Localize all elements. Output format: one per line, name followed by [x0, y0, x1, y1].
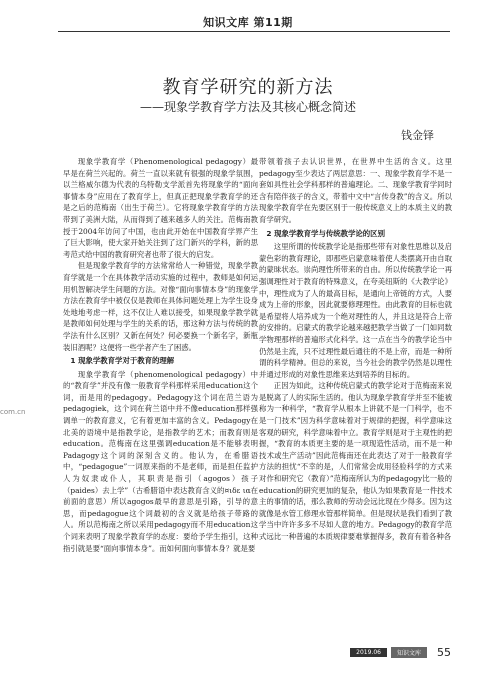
section-heading: 2 现象学教育学与传统教学论的区别 [266, 228, 385, 238]
article-title: 教育学研究的新方法 [162, 77, 334, 98]
journal-tag: 知识文库 [391, 647, 427, 658]
left-column [63, 156, 258, 554]
paragraph: 但是现象学教育学的方法常常给人一种错觉，现象学教育学就是一个在具体教学活动实施的过程中，教师是如何运用机智解决学生问题的方法。对像“面向事情本身”的现象学方法在教育学中被仅仅是教师在具体问题处理上为学生设身处地地考虑一样，这不仅让人难以接受，如果现象学教学就是教师如何处理与学生的关系的话，那这种方法与传统的教学法有什么区别？又新在何处？何必要换一个新名字，新瓶装旧酒呢？这便将一些学者产生了困惑。 [63, 261, 258, 352]
page-header [0, 0, 496, 40]
right-column [259, 156, 452, 543]
paragraph: 这里所谓的传统教学论是指那些带有对象性思维以及启蒙色彩的教育理论，即那些启蒙意味着使人类摆离开由自取的蒙昧状态。崇尚理性所带来的自由。所以传统教学论一再强调理性对于教育的特殊意义，在夸美纽斯的《大教学论》中，理性成为了人的最高目标，是通向上帝链的方式，人要成为上帝的形象，因此就要修理理性。由此教育的目标也就是希望将人培养成为一个绝对理性的人，并且这是符合上帝的安排的。启蒙式的教学论越来越把教学当做了一门如同数学物理那样的普遍形式化科学。这一点在当今的教学论当中仍然是主流，只不过理性最后通往的不是上帝，而是一种所谓的科学精神。但总的来说，当今社会的教学仍然是以理性并通过形成的对象性思维来达到培养的目标的。 [259, 242, 452, 379]
paragraph: 现象学教育学（phenomenological pedagogy）中的“教育学”并没有像一般教育学科那样采用education这个词，而是用的pedagogy。Pedagogy这个词在范兰语为pedagogiek，这个词在荷兰语中并不像education那样强调单一的教育意义，它有着更加丰富的含义。Pedagogy在北美的语境中是指教学论，是指教学的艺术；而教育则是education。范梅南在这里强调education是不能够表明Padagogy这个词的深刻含义的。他认为，在希腊语中，“pedagogue”一词原来指的不是老师，而是担任监护人为奴隶或仆人，其职责是指引（agogos）孩子（paides）去上学”（古希腊语中表达教育含义的¤ιδε ια在前面的意思）所以agogos最早的意思是引路，引导的意思，而pedagogue这个词最初的含义就是给孩子带路的人。所以范梅南之所以采用pedagogy而不用education这个词来表明了现象学教育学的态度：要给予学生指引，这种指引就是要“面向事情本身”。而如何面向事情本身？就是要 [63, 369, 258, 553]
issue-tag: 2019.06 [350, 648, 387, 657]
page-footer [350, 646, 451, 659]
watermark: com.cn [0, 408, 26, 416]
paragraph: 带领着孩子去认识世界，在世界中生活的含义。这里pedagogy至少表达了两层意思：一、现象学教育学不是一套如具性社会学科那样的普遍理论。二、现象学教育学同时含有陪伴孩子的含义，带着中文中“言传身教”的含义。所以现象学教育学在先要区别于一般传统意义上的本质主义的教育学研究。 [259, 157, 452, 224]
article-author: 钱金铎 [401, 129, 434, 142]
section-heading: 1 现象学教育学对于教育的理解 [70, 356, 175, 366]
paragraph: 现象学教育学（Phenomenological pedagogy）最早是在荷兰兴起的。荷兰一直以来就有很强的现象学氛围，以兰格威尔德为代表的乌特勒支学派首先将现象学的“面向事情本身”应用在了教育学上，但真正把现象学教育学的还是之后的范梅南（出生于荷兰）。它将现象学教育学的方法带到了美洲大陆，从而得到了越来越多人的关注。范梅南教授于2004年访问了中国，也由此开始在中国教育学界产生了巨大影响，使大家开始关注到了这门新兴的学科，新的思考范式给中国的教育研究者也带了很大的启发。 [63, 157, 258, 259]
header-rule [58, 31, 450, 32]
page-number: 55 [437, 646, 451, 659]
paragraph: 正因为如此，这种传统启蒙式的教学论对于范梅南来说是脱离了人的实际生活的。他认为现象学教育学并至不能被称为一种科学，“教育学从根本上讲就不是一门科学，也不是一门技术”因为科学意味着对于规律的把握，科学意味这客观的研究，科学意味着中立。教育学则是对于主观性的把握，“教育的本质更主要的是一项现造性活动，而不是一种技术或生产活动”因此范梅南还在此表达了对于一般教育学方法的担忧“不幸的是，人们常常会成用径验科学的方式来对作和研究它（教育）”范梅南所认为的pedagogy比一般的education的研究更加的复杂，他认为如果教育是一件技术主的事情的话，那么教师的劳动会远比现在少得多。因为这就像是水管工修理水管那样简单。但是现状是我们看到了教学当中许许多多不尽如人意的地方。Pedagogy的教育学范式远比一种普遍的本质规律要难掌握得多，教育有着各种各 [259, 381, 452, 541]
article-subtitle: ——现象学教育学方法及其核心概念简述 [139, 100, 356, 114]
magazine-title: 知识文库 第11期 [203, 16, 293, 29]
